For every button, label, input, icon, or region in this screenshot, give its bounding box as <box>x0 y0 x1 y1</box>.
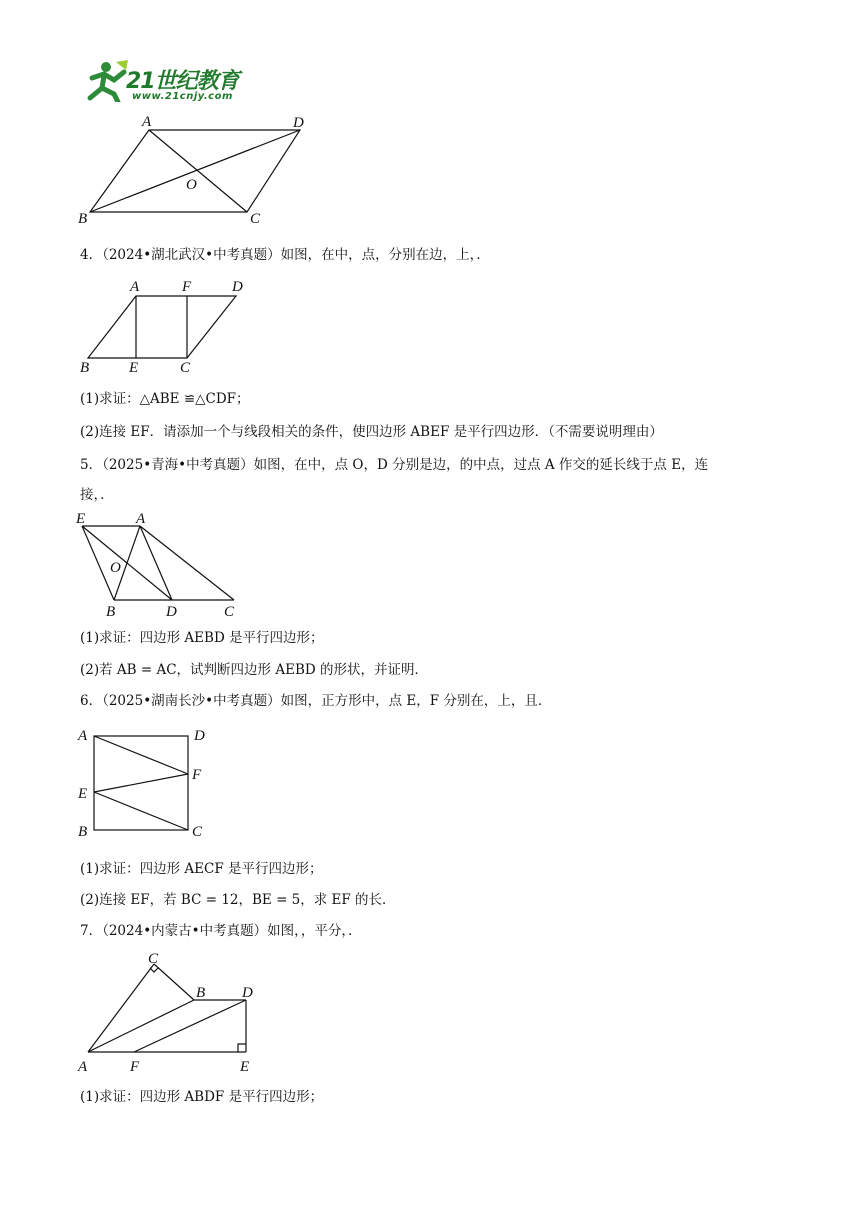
logo <box>80 58 250 104</box>
fig6-label-d: D <box>194 728 205 744</box>
q4-stem: 4．（2024•湖北武汉•中考真题）如图，在中，点，分别在边，上，． <box>80 247 490 263</box>
fig3-label-d: D <box>293 115 304 131</box>
fig6-label-e: E <box>78 786 88 802</box>
fig7-label-e: E <box>240 1059 250 1075</box>
fig6-label-c: C <box>192 824 203 840</box>
fig4-label-e: E <box>129 360 139 376</box>
figure-q3 <box>70 110 320 230</box>
runner-logo-icon <box>80 58 130 102</box>
figure-q5 <box>72 506 252 622</box>
fig5-label-c: C <box>224 604 235 620</box>
fig5-label-o: O <box>110 560 121 576</box>
figure-q6 <box>74 722 224 844</box>
fig5-label-a: A <box>136 511 146 527</box>
figure-q7 <box>72 950 272 1076</box>
figure-q4 <box>74 276 264 376</box>
q6-part2: (2)连接 EF，若 BC = 12，BE = 5，求 EF 的长． <box>80 892 396 908</box>
fig4-label-f: F <box>182 279 192 295</box>
fig3-label-a: A <box>142 114 152 130</box>
fig6-label-f: F <box>192 767 202 783</box>
fig4-label-c: C <box>180 360 191 376</box>
logo-url: www.21cnjy.com <box>132 91 233 102</box>
q5-part1: (1)求证：四边形 AEBD 是平行四边形； <box>80 630 324 646</box>
fig3-label-b: B <box>78 211 88 227</box>
q6-stem: 6．（2025•湖南长沙•中考真题）如图，正方形中，点 E，F 分别在，上，且． <box>80 693 552 709</box>
fig7-label-b: B <box>196 985 206 1001</box>
fig7-label-c: C <box>148 951 159 967</box>
fig5-label-d: D <box>166 604 177 620</box>
fig7-label-a: A <box>78 1059 88 1075</box>
fig7-label-f: F <box>130 1059 140 1075</box>
logo-brand: 21世纪教育 <box>126 69 239 94</box>
q4-part1: (1)求证：△ABE ≌△CDF； <box>80 391 250 407</box>
q5-stem-line1: 5．（2025•青海•中考真题）如图，在中，点 O，D 分别是边，的中点，过点 A 作交的延长线于点 E，连 <box>80 457 709 473</box>
fig5-label-e: E <box>76 511 86 527</box>
q6-part1: (1)求证：四边形 AECF 是平行四边形； <box>80 861 323 877</box>
q4-part2: (2)连接 EF．请添加一个与线段相关的条件，使四边形 ABEF 是平行四边形．（不需要说明理由） <box>80 424 663 440</box>
fig4-label-a: A <box>130 279 140 295</box>
q5-part2: (2)若 AB = AC，试判断四边形 AEBD 的形状，并证明． <box>80 662 428 678</box>
q5-stem-line2: 接，． <box>80 487 114 503</box>
fig5-label-b: B <box>106 604 116 620</box>
fig3-label-o: O <box>186 177 197 193</box>
fig6-label-b: B <box>78 824 88 840</box>
fig7-label-d: D <box>242 985 253 1001</box>
fig3-label-c: C <box>250 211 261 227</box>
fig4-label-d: D <box>232 279 243 295</box>
fig4-label-b: B <box>80 360 90 376</box>
fig6-label-a: A <box>78 728 88 744</box>
q7-part1: (1)求证：四边形 ABDF 是平行四边形； <box>80 1089 324 1105</box>
q7-stem: 7．（2024•内蒙古•中考真题）如图，，平分，． <box>80 923 362 939</box>
